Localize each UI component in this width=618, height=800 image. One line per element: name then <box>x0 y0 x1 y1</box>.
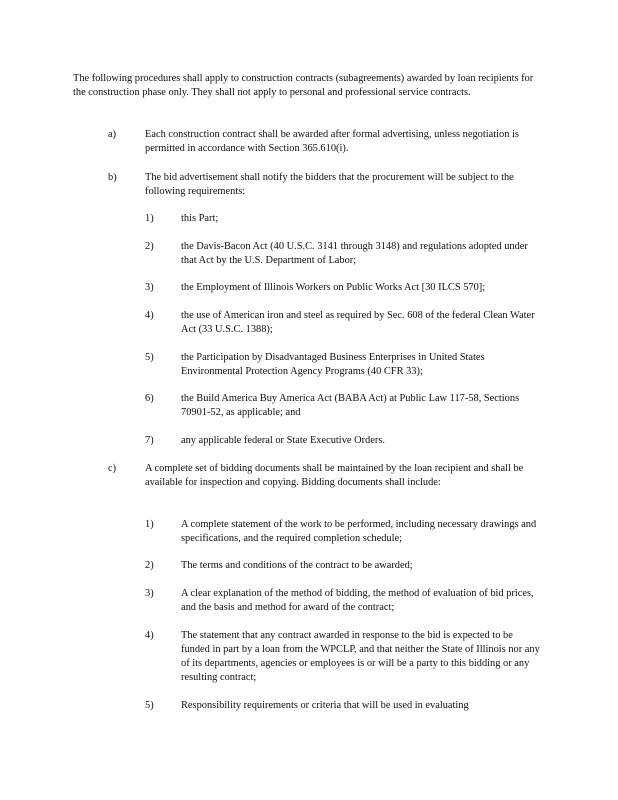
item-c5-label: 5) <box>145 700 154 711</box>
item-c-text: A complete set of bidding documents shall be maintained by the loan recipient and shall be available for inspection and copying. Bidding documents shall include: <box>145 463 524 488</box>
item-b4-label: 4) <box>145 310 154 321</box>
item-b1-text: this Part; <box>181 213 219 224</box>
item-b6-label: 6) <box>145 393 154 404</box>
item-c5-text: Responsibility requirements or criteria that will be used in evaluating <box>181 700 469 711</box>
item-b2-label: 2) <box>145 241 154 252</box>
item-b7-label: 7) <box>145 435 154 446</box>
item-b3-label: 3) <box>145 282 154 293</box>
item-b1-label: 1) <box>145 213 154 224</box>
item-a-label: a) <box>108 129 117 140</box>
item-c4-text: The statement that any contract awarded in response to the bid is expected to be funded in part by a loan from the WPCLP, and that neither the State of Illinois nor any of its departments, agencies or employees is or will be a party to this bidding or any resulting contract; <box>181 630 540 683</box>
item-c3-text: A clear explanation of the method of bidding, the method of evaluation of bid prices, and the basis and method for award of the contract; <box>181 588 534 613</box>
item-a-text: Each construction contract shall be awarded after formal advertising, unless negotiation is permitted in accordance with Section 365.610(i). <box>145 129 519 154</box>
item-c3-label: 3) <box>145 588 154 599</box>
item-c4-label: 4) <box>145 630 154 641</box>
item-b7-text: any applicable federal or State Executive Orders. <box>181 435 385 446</box>
item-c1-text: A complete statement of the work to be performed, including necessary drawings and specifications, and the required completion schedule; <box>181 519 537 544</box>
item-b-label: b) <box>108 172 117 183</box>
item-c-label: c) <box>108 463 117 474</box>
item-c2-label: 2) <box>145 560 154 571</box>
item-b4-text: the use of American iron and steel as required by Sec. 608 of the federal Clean Water Act (33 U.S.C. 1388); <box>181 310 535 335</box>
item-b5-label: 5) <box>145 352 154 363</box>
item-b5-text: the Participation by Disadvantaged Business Enterprises in United States Environmental Protection Agency Programs (40 CFR 33); <box>181 352 485 377</box>
item-c1-label: 1) <box>145 519 154 530</box>
item-b2-text: the Davis-Bacon Act (40 U.S.C. 3141 through 3148) and regulations adopted under that Act by the U.S. Department of Labor; <box>181 241 528 266</box>
item-b-text: The bid advertisement shall notify the bidders that the procurement will be subject to the following requirements: <box>145 172 514 197</box>
item-c2-text: The terms and conditions of the contract to be awarded; <box>181 560 413 571</box>
intro-paragraph: The following procedures shall apply to construction contracts (subagreements) awarded by loan recipients for the construction phase only. They shall not apply to personal and professional service contracts. <box>73 73 534 98</box>
item-b3-text: the Employment of Illinois Workers on Public Works Act [30 ILCS 570]; <box>181 282 486 293</box>
item-b6-text: the Build America Buy America Act (BABA Act) at Public Law 117-58, Sections 70901-52, as applicable; and <box>181 393 520 418</box>
